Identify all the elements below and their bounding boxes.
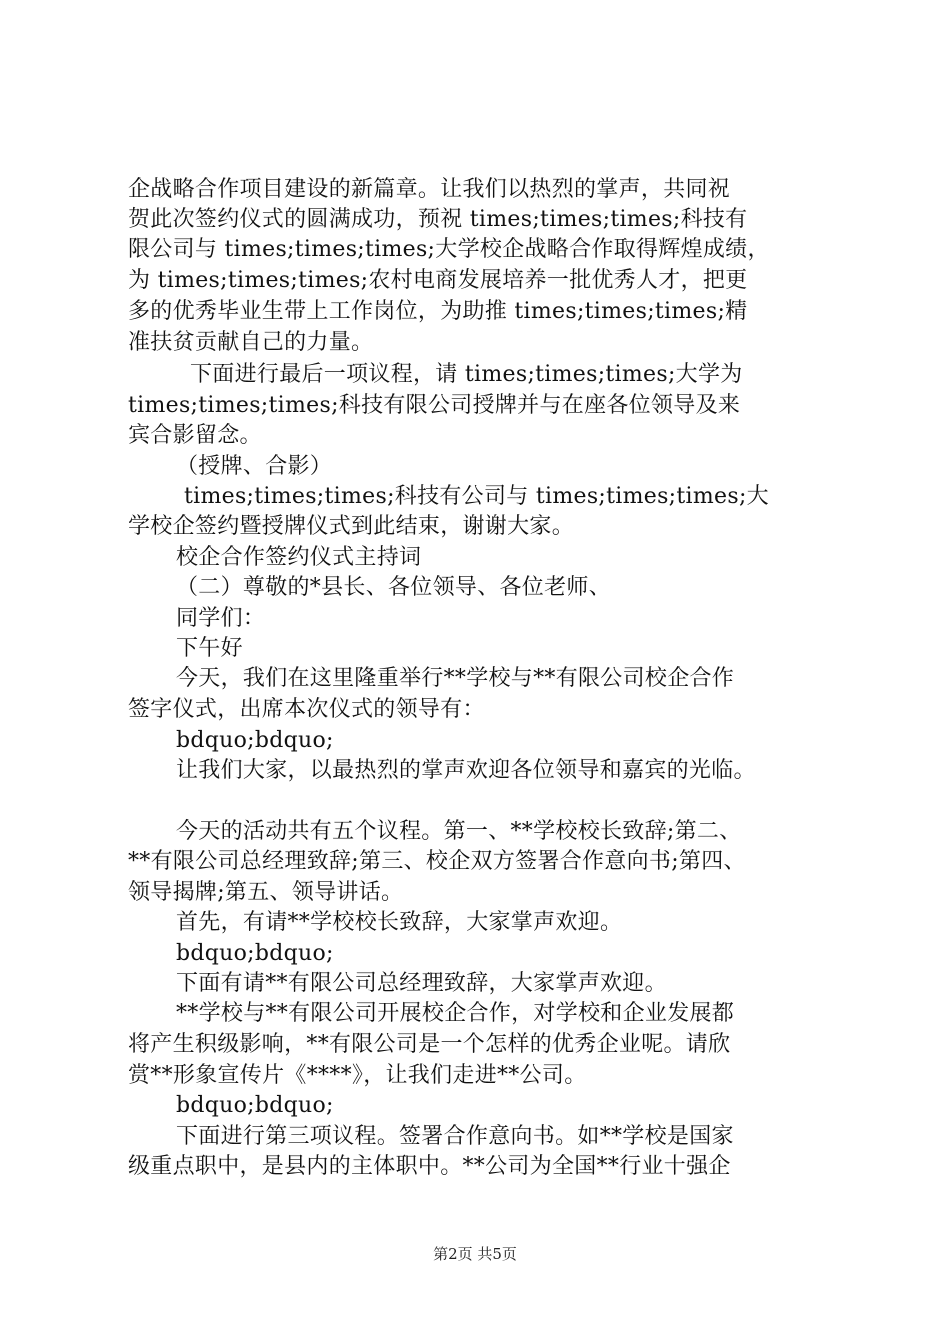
text-line: **学校与**有限公司开展校企合作，对学校和企业发展都	[176, 1001, 735, 1026]
text-line: 同学们：	[176, 606, 266, 631]
text-line: 赏**形象宣传片《****》，让我们走进**公司。	[128, 1063, 587, 1088]
text-line: times;times;times;科技有公司与 times;times;times;大	[184, 484, 769, 509]
page-footer: 第2页 共5页	[433, 1245, 517, 1263]
text-line: bdquo;bdquo;	[176, 1093, 334, 1118]
text-line: **有限公司总经理致辞;第三、校企双方签署合作意向书;第四、	[128, 849, 746, 874]
text-line: 领导揭牌;第五、领导讲话。	[128, 880, 404, 905]
text-line: 下面进行第三项议程。签署合作意向书。如**学校是国家	[176, 1124, 734, 1149]
text-line: （授牌、合影）	[176, 454, 333, 479]
text-line: bdquo;bdquo;	[176, 728, 334, 753]
text-line: 多的优秀毕业生带上工作岗位，为助推 times;times;times;精	[128, 299, 748, 324]
text-line: 下面有请**有限公司总经理致辞，大家掌声欢迎。	[176, 971, 667, 996]
text-line: bdquo;bdquo;	[176, 941, 334, 966]
section-heading: 校企合作签约仪式主持词	[176, 545, 422, 570]
text-line: 级重点职中，是县内的主体职中。**公司为全国**行业十强企	[128, 1154, 731, 1179]
text-line: 贺此次签约仪式的圆满成功，预祝 times;times;times;科技有	[128, 207, 748, 232]
text-line: 为 times;times;times;农村电商发展培养一批优秀人才，把更	[128, 268, 748, 293]
text-line: 企战略合作项目建设的新篇章。让我们以热烈的掌声，共同祝	[128, 177, 731, 202]
text-line: （二）尊敬的*县长、各位领导、各位老师、	[176, 575, 612, 600]
text-line: 今天，我们在这里隆重举行**学校与**有限公司校企合作	[176, 666, 735, 691]
text-line: 下午好	[176, 636, 243, 661]
text-line: 准扶贫贡献自己的力量。	[128, 330, 374, 355]
text-line: 下面进行最后一项议程，请 times;times;times;大学为	[190, 362, 743, 387]
text-line: 今天的活动共有五个议程。第一、**学校校长致辞;第二、	[176, 819, 742, 844]
text-line: 将产生积级影响，**有限公司是一个怎样的优秀企业呢。请欣	[128, 1032, 731, 1057]
text-line: 宾合影留念。	[128, 423, 262, 448]
text-line: 学校企签约暨授牌仪式到此结束，谢谢大家。	[128, 514, 575, 539]
text-line: times;times;times;科技有限公司授牌并与在座各位领导及来	[128, 393, 741, 418]
text-line: 限公司与 times;times;times;大学校企战略合作取得辉煌成绩，	[128, 237, 770, 262]
text-line: 让我们大家，以最热烈的掌声欢迎各位领导和嘉宾的光临。	[176, 758, 756, 783]
text-line: 签字仪式，出席本次仪式的领导有：	[128, 697, 485, 722]
text-line: 首先，有请**学校校长致辞，大家掌声欢迎。	[176, 910, 623, 935]
